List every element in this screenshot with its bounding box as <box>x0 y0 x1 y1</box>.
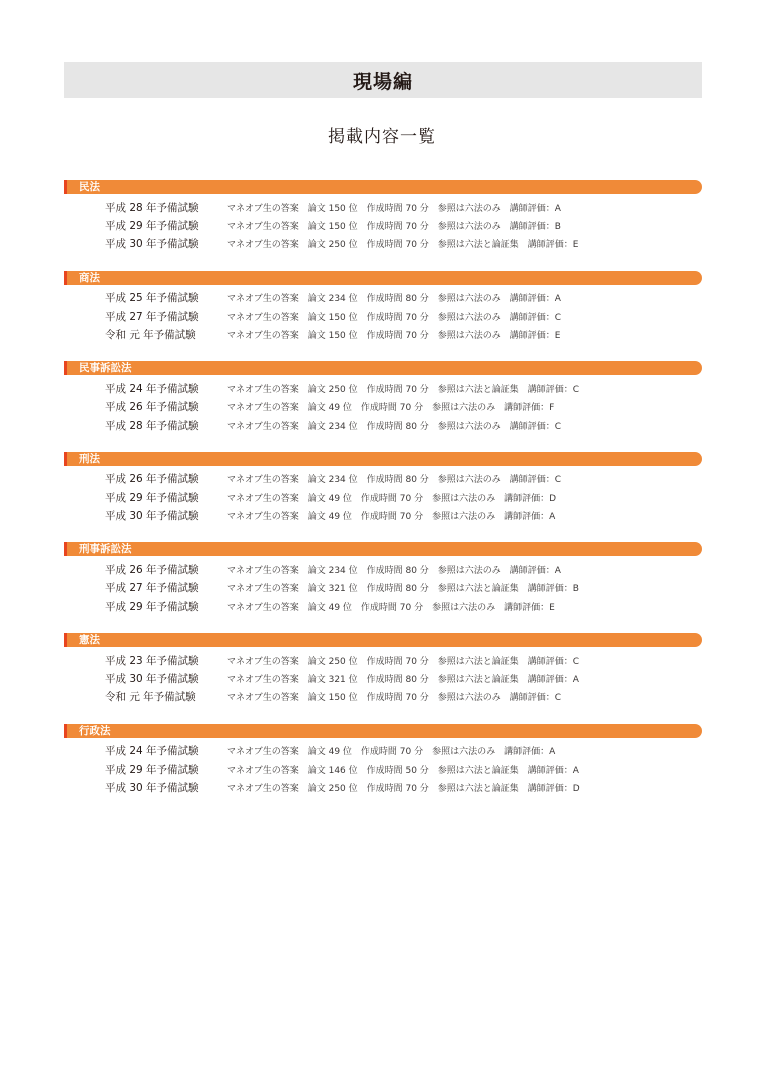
answer-detail: マネオブ生の答案 論文 250 位 作成時間 70 分 参照は六法と論証集 講師評価：C <box>227 384 580 395</box>
section-bar-fill <box>67 633 702 647</box>
section-keiho <box>64 451 704 542</box>
section-header-bar <box>64 541 704 557</box>
list-item <box>64 669 704 687</box>
answer-detail: マネオブ生の答案 論文 234 位 作成時間 80 分 参照は六法のみ 講師評価：C <box>227 475 562 486</box>
page-subtitle: 掲載内容一覧 <box>328 127 436 147</box>
answer-detail: マネオブ生の答案 論文 321 位 作成時間 80 分 参照は六法と論証集 講師評価：B <box>227 584 579 595</box>
list-item <box>64 379 704 397</box>
list-item <box>64 470 704 488</box>
list-item <box>64 289 704 307</box>
exam-year: 平成 26 年予備試験 <box>105 401 199 414</box>
list-item <box>64 216 704 234</box>
section-shoho <box>64 270 704 361</box>
exam-year: 平成 24 年予備試験 <box>105 745 199 758</box>
exam-year: 平成 25 年予備試験 <box>105 292 199 305</box>
answer-detail: マネオブ生の答案 論文 49 位 作成時間 70 分 参照は六法のみ 講師評価：E <box>227 602 555 613</box>
list-item <box>64 488 704 506</box>
contents-list <box>64 179 704 813</box>
exam-year: 平成 29 年予備試験 <box>105 220 199 233</box>
section-name: 憲法 <box>79 633 100 646</box>
section-header-bar <box>64 179 704 195</box>
section-bar-fill <box>67 542 702 556</box>
exam-year: 令和 元 年予備試験 <box>105 329 196 342</box>
list-item <box>64 651 704 669</box>
answer-detail: マネオブ生の答案 論文 234 位 作成時間 80 分 参照は六法のみ 講師評価：A <box>227 566 561 577</box>
section-header-bar <box>64 451 704 467</box>
section-kenpo <box>64 632 704 723</box>
exam-year: 平成 28 年予備試験 <box>105 201 199 214</box>
answer-detail: マネオブ生の答案 論文 146 位 作成時間 50 分 参照は六法と論証集 講師評価：A <box>227 765 579 776</box>
list-item <box>64 325 704 343</box>
list-item <box>64 235 704 253</box>
list-item <box>64 778 704 796</box>
section-bar-fill <box>67 271 702 285</box>
list-item <box>64 416 704 434</box>
exam-year: 平成 27 年予備試験 <box>105 310 199 323</box>
answer-detail: マネオブ生の答案 論文 150 位 作成時間 70 分 参照は六法のみ 講師評価：C <box>227 312 562 323</box>
section-name: 商法 <box>79 271 100 284</box>
exam-year: 平成 29 年予備試験 <box>105 600 199 613</box>
answer-detail: マネオブ生の答案 論文 150 位 作成時間 70 分 参照は六法のみ 講師評価：A <box>227 203 561 214</box>
section-header-bar <box>64 360 704 376</box>
list-item <box>64 560 704 578</box>
exam-year: 平成 30 年予備試験 <box>105 510 199 523</box>
section-bar-fill <box>67 724 702 738</box>
exam-year: 平成 30 年予備試験 <box>105 782 199 795</box>
section-name: 刑事訴訟法 <box>79 543 132 556</box>
answer-detail: マネオブ生の答案 論文 150 位 作成時間 70 分 参照は六法のみ 講師評価：E <box>227 331 561 342</box>
section-name: 行政法 <box>79 724 111 737</box>
section-header-bar <box>64 270 704 286</box>
answer-detail: マネオブ生の答案 論文 250 位 作成時間 70 分 参照は六法と論証集 講師評価：D <box>227 784 580 795</box>
section-minji-sosho <box>64 360 704 451</box>
list-item <box>64 597 704 615</box>
exam-year: 平成 27 年予備試験 <box>105 582 199 595</box>
exam-year: 平成 29 年予備試験 <box>105 491 199 504</box>
section-minpo <box>64 179 704 270</box>
exam-year: 平成 26 年予備試験 <box>105 564 199 577</box>
answer-detail: マネオブ生の答案 論文 250 位 作成時間 70 分 参照は六法と論証集 講師評価：C <box>227 656 580 667</box>
title-band <box>64 62 702 98</box>
exam-year: 平成 29 年予備試験 <box>105 763 199 776</box>
answer-detail: マネオブ生の答案 論文 321 位 作成時間 80 分 参照は六法と論証集 講師評価：A <box>227 675 579 686</box>
answer-detail: マネオブ生の答案 論文 49 位 作成時間 70 分 参照は六法のみ 講師評価：F <box>227 403 555 414</box>
exam-year: 令和 元 年予備試験 <box>105 691 196 704</box>
list-item <box>64 688 704 706</box>
section-name: 民事訴訟法 <box>79 362 132 375</box>
list-item <box>64 307 704 325</box>
list-item <box>64 507 704 525</box>
answer-detail: マネオブ生の答案 論文 234 位 作成時間 80 分 参照は六法のみ 講師評価：A <box>227 294 561 305</box>
answer-detail: マネオブ生の答案 論文 49 位 作成時間 70 分 参照は六法のみ 講師評価：A <box>227 512 556 523</box>
section-keiji-sosho <box>64 541 704 632</box>
exam-year: 平成 30 年予備試験 <box>105 673 199 686</box>
section-name: 民法 <box>79 181 100 193</box>
list-item <box>64 579 704 597</box>
exam-year: 平成 23 年予備試験 <box>105 654 199 667</box>
answer-detail: マネオブ生の答案 論文 150 位 作成時間 70 分 参照は六法のみ 講師評価：B <box>227 222 561 233</box>
answer-detail: マネオブ生の答案 論文 49 位 作成時間 70 分 参照は六法のみ 講師評価：D <box>227 493 557 504</box>
list-item <box>64 198 704 216</box>
list-item <box>64 760 704 778</box>
section-name: 刑法 <box>79 452 100 465</box>
section-header-bar <box>64 632 704 648</box>
section-bar-fill <box>67 452 702 466</box>
exam-year: 平成 24 年予備試験 <box>105 382 199 395</box>
answer-detail: マネオブ生の答案 論文 250 位 作成時間 70 分 参照は六法と論証集 講師評価：E <box>227 240 579 251</box>
list-item <box>64 398 704 416</box>
page-title: 現場編 <box>352 70 413 93</box>
answer-detail: マネオブ生の答案 論文 234 位 作成時間 80 分 参照は六法のみ 講師評価：C <box>227 421 562 432</box>
answer-detail: マネオブ生の答案 論文 150 位 作成時間 70 分 参照は六法のみ 講師評価：C <box>227 693 562 704</box>
exam-year: 平成 30 年予備試験 <box>105 238 199 251</box>
exam-year: 平成 26 年予備試験 <box>105 473 199 486</box>
answer-detail: マネオブ生の答案 論文 49 位 作成時間 70 分 参照は六法のみ 講師評価：A <box>227 747 556 758</box>
section-header-bar <box>64 723 704 739</box>
section-bar-fill <box>67 180 702 194</box>
exam-year: 平成 28 年予備試験 <box>105 419 199 432</box>
section-bar-fill <box>67 361 702 375</box>
section-gyoseiho <box>64 723 704 814</box>
list-item <box>64 742 704 760</box>
